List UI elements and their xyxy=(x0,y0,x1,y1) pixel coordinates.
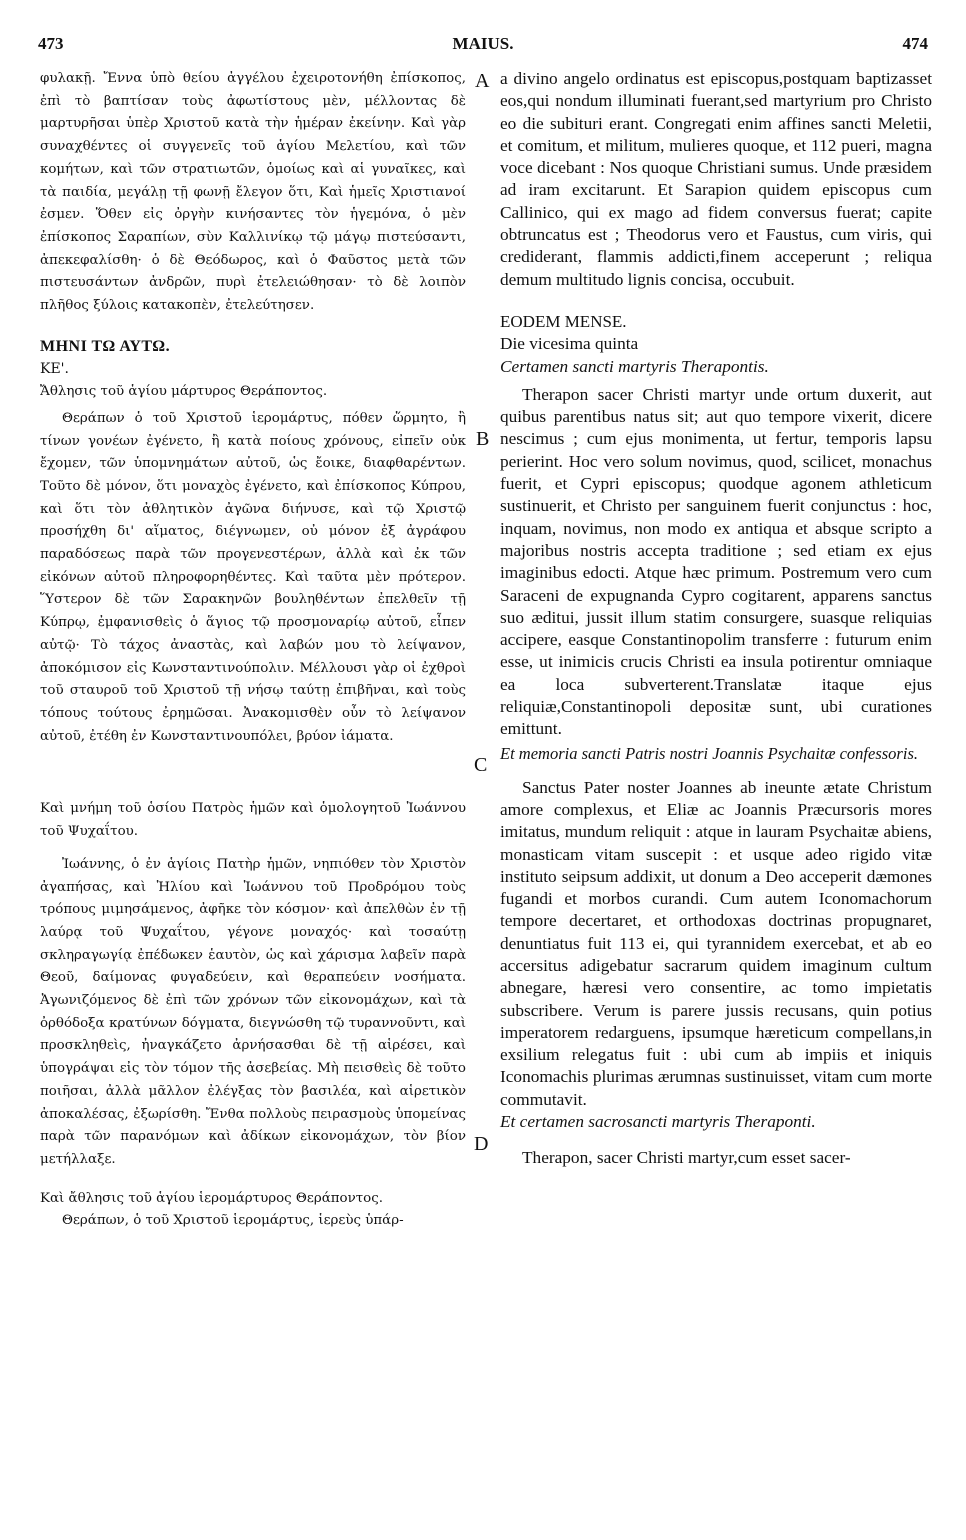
page-number-right: 474 xyxy=(902,34,928,53)
margin-marker-b: B xyxy=(476,428,490,450)
greek-athlesis-heading: Καὶ ἄθλησις τοῦ ἁγίου ἱερομάρτυρος Θεράποντος. xyxy=(40,1190,383,1206)
latin-column xyxy=(500,68,932,1170)
greek-month-heading: ΜΗΝΙ ΤΩ ΑΥΤΩ. xyxy=(40,337,171,355)
margin-marker-a: A xyxy=(475,70,490,92)
greek-column xyxy=(40,68,466,1233)
greek-day-heading: ΚΕ'. xyxy=(40,361,69,378)
latin-paragraph-2: Therapon sacer Christi martyr unde ortum duxerit, aut quibus parentibus natus sit; aut quo tempore vixerit, dicere nescimus ; cum ejus monimenta, ut fertur, temporis lapsu perierint. Hoc vero solum novimus, quod, scilicet, monachus fuerit, et Cypri episcopus; quodque agonem athleticum sustinuerit, et Christo per sanguinem fuerit conjunctus : hoc, inquam, novimus, non modo ex antiqua et absque scripto a majoribus nostris accepta traditione ; sed etiam ex ejus imaginibus edocti. Atque hæc primum. Postremum vero cum Saraceni de expugnanda Cypro cogitarent, apparens sanctus suo æditui, jussit illum statim consurgere, suasque reliquias accipere, easque Constantinopolim transferre : futurum enim esse, ut inimicis crucis Christi ea insula potirentur omniaque ea loca subverterent.Translatæ itaque ejus reliquiæ,Constantinopoli depositæ sunt, ubi curationes emittunt. xyxy=(500,384,932,739)
latin-paragraph-1: a divino angelo ordinatus est episcopus,postquam baptizasset eos,qui nondum illuminati fuerant,sed martyrium pro Christo eo die subituri erant. Congregati enim affines sancti Meletii, et comitum, et militum, mulieres quoque, et 112 pueri, magna voce dicebant : Nos quoque Christiani sumus. Unde præsidem ad iram excitarunt. Et Sarapion quidem episcopus cum Callinico, qui ex mago ad fidem conversus fuerat; capite obtruncatus est ; Theodorus vero et Faustus, cum viris, qui crediderant, flammis addicti,finem acceperunt ; reliqua demum multitudo lignis concisa, occubuit. xyxy=(500,69,932,289)
latin-title-therapon: Certamen sancti martyris Therapontis. xyxy=(500,356,769,376)
latin-month-heading: EODEM MENSE. xyxy=(500,311,627,331)
latin-certamen-heading: Et certamen sacrosancti martyris Theraponti. xyxy=(500,1112,816,1132)
latin-day-heading: Die vicesima quinta xyxy=(500,334,639,354)
page-header xyxy=(0,34,966,58)
running-title: MAIUS. xyxy=(452,34,514,53)
greek-paragraph-3: Ἰωάννης, ὁ ἐν ἁγίοις Πατὴρ ἡμῶν, νηπιόθεν τὸν Χριστὸν ἀγαπήσας, καὶ Ἠλίου καὶ Ἰωάννου τοῦ Προδρόμου τοὺς τρόπους μιμησάμενος, ἀφῆκε τὸν κόσμον· καὶ ἀπελθὼν ἐν τῇ λαύρᾳ τοῦ Ψυχαΐτου, γέγονε μοναχός· καὶ τοσαύτῃ σκληραγωγίᾳ ἐπέδωκεν ἑαυτὸν, ὡς καὶ χάρισμα λαβεῖν παρὰ Θεοῦ, δαίμονας φυγαδεύειν, καὶ θεραπεύειν νοσήματα. Ἀγωνιζόμενος δὲ ἐπὶ τῶν χρόνων τῶν εἰκονομάχων, καὶ τὰ ὀρθόδοξα κρατύνων δόγματα, διεγνώσθη τῷ τυραννοῦντι, καὶ προσκληθεὶς, ἠναγκάζετο ἀρνήσασθαι δὲ τῇ αἱρέσει, καὶ ὑπογράψαι εἰς τὸν τόμον τῆς ἀσεβείας. Μὴ πεισθεὶς δὲ τοῦτο ποιῆσαι, ἀλλὰ μᾶλλον ἐλέγξας τὸν βασιλέα, καὶ αἱρετικὸν ἀποκαλέσας, ἐξωρίσθη. Ἔνθα πολλοὺς πειρασμοὺς ὑπομείνας παρὰ τῶν παρανόμων καὶ ἀδίκων εἰκονομάχων, τὸν βίον μετήλλαξε. xyxy=(40,856,466,1167)
greek-memory-heading: Καὶ μνήμη τοῦ ὁσίου Πατρὸς ἡμῶν καὶ ὁμολογητοῦ Ἰωάννου τοῦ Ψυχαΐτου. xyxy=(40,801,466,840)
margin-marker-c: C xyxy=(474,754,488,776)
greek-title-therapon: Ἄθλησις τοῦ ἁγίου μάρτυρος Θεράποντος. xyxy=(40,384,328,400)
greek-paragraph-1: φυλακῇ. Ἔννα ὑπὸ θείου ἀγγέλου ἐχειροτονήθη ἐπίσκοπος, ἐπὶ τὸ βαπτίσαν τοὺς ἀφωτίστους μὲν, μέλλοντας δὲ μαρτυρῆσαι ὑπὲρ Χριστοῦ κατὰ τὴν ἡμέραν ἐκείνην. Καὶ γὰρ συναχθέντες οἱ συγγενεῖς τοῦ ἁγίου Μελετίου, καὶ τῶν κομήτων, καὶ τῶν στρατιωτῶν, ὁμοίως καὶ αἱ γυναῖκες, καὶ τὰ παιδία, μεγάλῃ τῇ φωνῇ ἔλεγον ὅτι, Καὶ ἡμεῖς Χριστιανοί ἐσμεν. Ὅθεν εἰς ὀργὴν κινήσαντες τὸν ἡγεμόνα, ὁ μὲν ἐπίσκοπος Σαραπίων, σὺν Καλλινίκῳ τῷ μάγῳ πιστεύσαντι, ἀπεκεφαλίσθη· ὁ δὲ Θεόδωρος, καὶ ὁ Φαῦστος μετὰ τῶν πιστευσάντων ἀνδρῶν, πυρὶ ἐτελειώθησαν· τὸ δὲ λοιπὸν πλῆθος ξύλοις κατακοπὲν, ἐτελεύτησεν. xyxy=(40,71,466,314)
greek-paragraph-4: Θεράπων, ὁ τοῦ Χριστοῦ ἱερομάρτυς, ἱερεὺς ὑπάρ- xyxy=(62,1213,404,1229)
latin-paragraph-3: Sanctus Pater noster Joannes ab ineunte ætate Christum amore complexus, et Eliæ ac Joannis Præcursoris mores imitatus, mundum reliquit : atque in lauram Psychaitæ abiens, monasticam vitam suscepit : et usque adeo rigido vitæ instituto seipsum addixit, ut donum a Deo acceperit dæmones fugandi et morbos curandi. Cum autem Iconomachorum tempore decertaret, et orthodoxas doctrinas propugnaret, denuntiatus fuit 113 ei, qui tyrannidem exercebat, et ab eo accersitus adigebatur sacrarum quidem imaginum cultum abnegare, hæresi vero consentire, ac tomo impietatis subscribere. Verum is parere jussis recusans, quin potius imperatorem redarguens, ipsumque hæreticum compellans,in exsilium relegatus fuit : ubi cum ab impiis et iniquis Iconomachis plurimas ærumnas sustinuisset, vitam cum morte commutavit. xyxy=(500,777,932,1109)
margin-marker-d: D xyxy=(474,1133,489,1155)
greek-paragraph-2: Θεράπων ὁ τοῦ Χριστοῦ ἱερομάρτυς, πόθεν ὥρμητο, ἢ τίνων γονέων ἐγένετο, ἢ κατὰ ποίους χρόνους, εἰπεῖν οὐκ ἔχομεν, τῶν ὑπομνημάτων αὐτοῦ, ὡς ἔοικε, διαφθαρέντων. Τοῦτο δὲ μόνον, ὅτι μοναχὸς ἐγένετο, καὶ ἐπίσκοπος Κύπρου, καὶ ὅτι τὸν ἀθλητικὸν ἀγῶνα διήνυσε, καὶ τῷ Χριστῷ προσήχθη δι' αἵματος, διέγνωμεν, οὐ μόνον ἐξ ἀγράφου παραδόσεως παρὰ τῶν προγενεστέρων, ἀλλὰ καὶ ἐκ τῶν εἰκόνων αὐτοῦ πληροφορηθέντες. Καὶ ταῦτα μὲν πρότερον. Ὕστερον δὲ τῶν Σαρακηνῶν βουληθέντων ἐπελθεῖν τῇ Κύπρῳ, ἐμφανισθεὶς ὁ ἅγιος τῷ προσμοναρίῳ αὐτοῦ, εἶπεν αὐτῷ· Τὸ τάχος ἀναστὰς, καὶ λαβών μου τὸ λείψανον, ἀποκόμισον εἰς Κωνσταντινούπολιν. Μέλλουσι γὰρ οἱ ἐχθροὶ τοῦ σταυροῦ τοῦ Χριστοῦ τῇ νήσῳ ταύτῃ ἐπιβῆναι, καὶ τοὺς τόπους τούτους ἐρημῶσαι. Ἀνακομισθὲν οὖν τὸ λείψανον αὐτοῦ, ἐτέθη ἐν Κωνσταντινουπόλει, βρύον ἰάματα. xyxy=(40,410,466,744)
latin-paragraph-4: Therapon, sacer Christi martyr,cum esset sacer- xyxy=(522,1148,851,1168)
page-number-left: 473 xyxy=(38,34,64,53)
latin-memoria-heading: Et memoria sancti Patris nostri Joannis Psychaitæ confessoris. xyxy=(500,743,918,763)
